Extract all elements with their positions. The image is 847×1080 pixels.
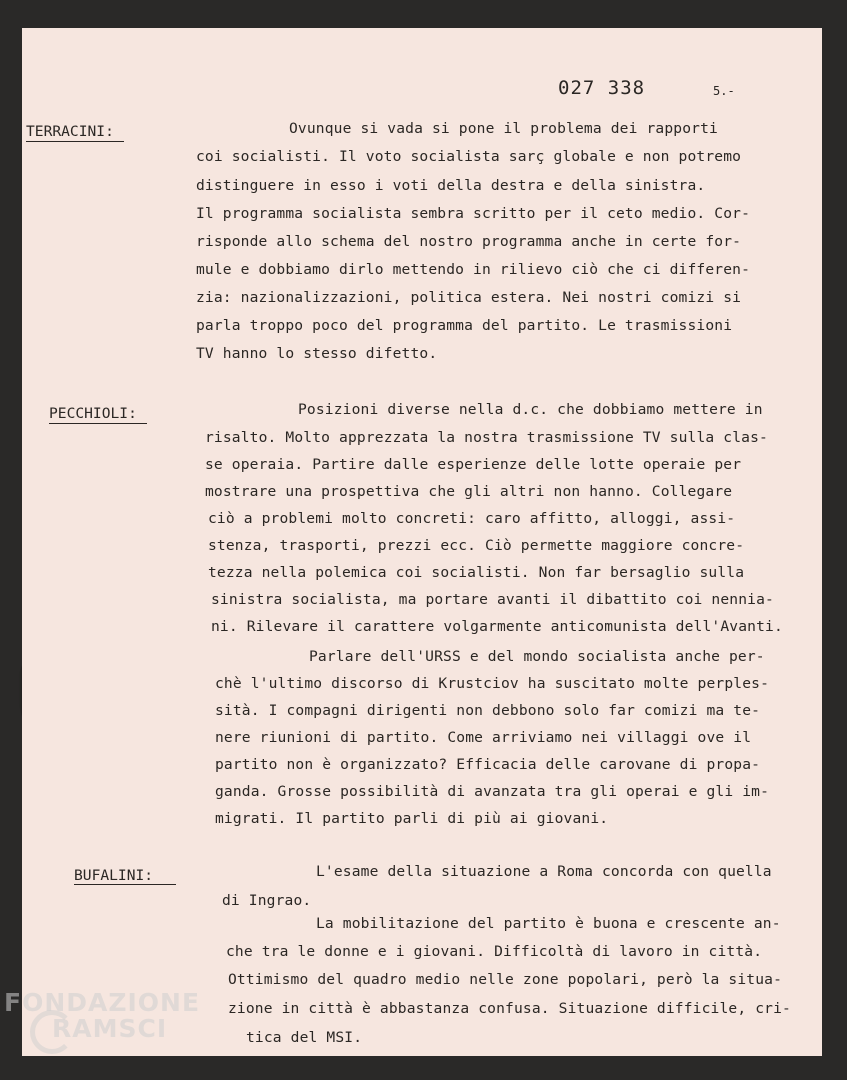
text-line: distinguere in esso i voti della destra e della sinistra. [196, 177, 706, 194]
text-line: ciò a problemi molto concreti: caro affitto, alloggi, assi- [208, 510, 736, 527]
text-line: La mobilitazione del partito è buona e crescente an- [316, 915, 781, 932]
speaker-label-bufalini: BUFALINI: [74, 867, 154, 884]
text-line: sità. I compagni dirigenti non debbono solo far comizi ma te- [215, 702, 761, 719]
speaker-label-terracini: TERRACINI: [26, 123, 114, 140]
watermark-logo-line2: RAMSCI [52, 1014, 168, 1043]
text-line: risalto. Molto apprezzata la nostra trasmissione TV sulla clas- [205, 429, 768, 446]
watermark-logo-line1: FONDAZIONE [4, 988, 201, 1017]
text-line: Posizioni diverse nella d.c. che dobbiamo mettere in [298, 401, 763, 418]
page-marker: 5.- [713, 84, 735, 98]
speaker-underline [74, 884, 176, 885]
text-line: di Ingrao. [222, 892, 312, 909]
text-line: zia: nazionalizzazioni, politica estera. Nei nostri comizi si [196, 289, 742, 306]
text-line: Il programma socialista sembra scritto per il ceto medio. Cor- [196, 205, 751, 222]
text-line: chè l'ultimo discorso di Krustciov ha suscitato molte perples- [215, 675, 770, 692]
speaker-underline [49, 423, 147, 424]
text-line: tezza nella polemica coi socialisti. Non far bersaglio sulla [208, 564, 745, 581]
text-line: stenza, trasporti, prezzi ecc. Ciò permette maggiore concre- [208, 537, 745, 554]
text-line: coi socialisti. Il voto socialista sarç globale e non potremo [196, 148, 742, 165]
text-line: zione in città è abbastanza confusa. Situazione difficile, cri- [228, 1000, 791, 1017]
text-line: nere riunioni di partito. Come arriviamo nei villaggi ove il [215, 729, 752, 746]
text-line: mule e dobbiamo dirlo mettendo in rilievo ciò che ci differen- [196, 261, 751, 278]
text-line: sinistra socialista, ma portare avanti il dibattito coi nennia- [211, 591, 774, 608]
speaker-underline [26, 141, 124, 142]
speaker-label-pecchioli: PECCHIOLI: [49, 405, 137, 422]
text-line: ganda. Grosse possibilità di avanzata tra gli operai e gli im- [215, 783, 770, 800]
text-line: tica del MSI. [246, 1029, 363, 1046]
text-line: L'esame della situazione a Roma concorda con quella [316, 863, 772, 880]
text-line: Ottimismo del quadro medio nelle zone popolari, però la situa- [228, 971, 783, 988]
text-line: partito non è organizzato? Efficacia delle carovane di propa- [215, 756, 761, 773]
text-line: Parlare dell'URSS e del mondo socialista anche per- [309, 648, 765, 665]
text-line: risponde allo schema del nostro programma anche in certe for- [196, 233, 742, 250]
text-line: se operaia. Partire dalle esperienze delle lotte operaie per [205, 456, 742, 473]
text-line: parla troppo poco del programma del partito. Le trasmissioni [196, 317, 733, 334]
document-number: 027 338 [558, 77, 646, 99]
text-line: che tra le donne e i giovani. Difficoltà di lavoro in città. [226, 943, 763, 960]
text-line: ni. Rilevare il carattere volgarmente anticomunista dell'Avanti. [211, 618, 783, 635]
text-line: mostrare una prospettiva che gli altri non hanno. Collegare [205, 483, 733, 500]
text-line: Ovunque si vada si pone il problema dei rapporti [289, 120, 718, 137]
text-line: TV hanno lo stesso difetto. [196, 345, 438, 362]
text-line: migrati. Il partito parli di più ai giovani. [215, 810, 609, 827]
